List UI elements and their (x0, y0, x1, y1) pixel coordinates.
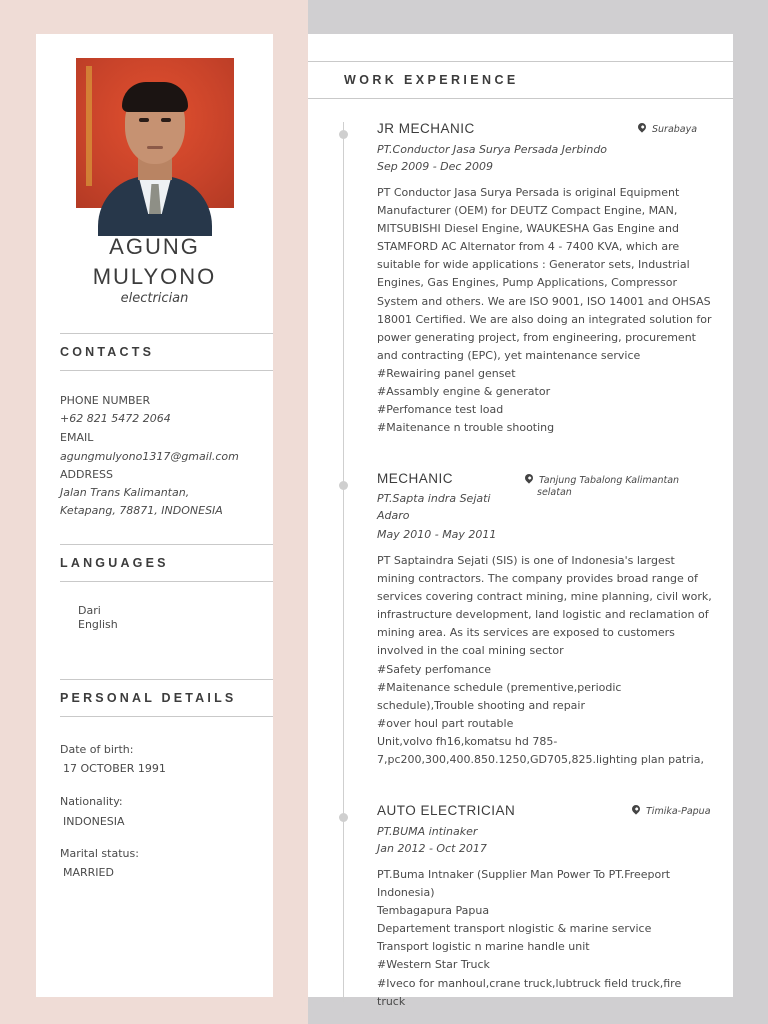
job-description-line: and contracting (EPC), yet maintenance service (377, 348, 641, 362)
job-description-line: #Assambly engine & generator (377, 385, 551, 399)
main-content (308, 34, 733, 1008)
job-location-text: Timika-Papua (646, 806, 711, 817)
job-description-line: 18001 Certified. We are also doing an integrated solution for (377, 312, 712, 326)
job-description-line: involved in the coal mining sector (377, 644, 564, 658)
location-pin-icon (523, 472, 534, 483)
languages-header (60, 544, 273, 582)
job-description-line: mining contractors. The company provides broad range of (377, 572, 698, 586)
job-description-line: #Perfomance test load (377, 403, 504, 417)
work-experience-heading: WORK EXPERIENCE (344, 73, 519, 87)
job-period: May 2010 - May 2011 (377, 528, 497, 541)
job-description-line: #Western Star Truck (377, 958, 490, 972)
job-description (377, 552, 712, 769)
job-description-line: #over houl part routable (377, 716, 514, 730)
job-description-line: #Iveco for manhoul,crane truck,lubtruck field truck,fire truck (377, 976, 682, 1008)
job-location-text: Tanjung Tabalong Kalimantan (539, 475, 680, 486)
job-company: PT.BUMA intinaker (377, 825, 478, 838)
timeline-dot (339, 813, 348, 822)
job-company: PT.Conductor Jasa Surya Persada Jerbindo (377, 143, 608, 156)
job-description (377, 866, 712, 1011)
job-location (525, 475, 679, 499)
job-title: AUTO ELECTRICIAN (377, 803, 516, 818)
job-description-line: PT Saptaindra Sejati (SIS) is one of Indonesia's largest (377, 554, 675, 567)
languages-heading: LANGUAGES (60, 556, 169, 570)
contacts-heading: CONTACTS (60, 345, 155, 359)
job-title: JR MECHANIC (377, 121, 475, 136)
location-pin-icon (630, 803, 641, 814)
email-value: agungmulyono1317@gmail.com (60, 450, 239, 463)
location-pin-icon (636, 121, 647, 132)
job-description-line: power generating project, from engineering, procurement (377, 330, 696, 344)
job-title: MECHANIC (377, 471, 454, 486)
dob-value: 17 OCTOBER 1991 (63, 762, 166, 775)
personal-details-header (60, 679, 273, 717)
nationality-value: INDONESIA (63, 815, 125, 828)
job-description-line: infrastructure development, land logistic and reclamation of (377, 608, 709, 622)
candidate-role: electrician (120, 291, 189, 306)
marital-value: MARRIED (63, 866, 114, 879)
contacts-header (60, 333, 273, 371)
personal-details-heading: PERSONAL DETAILS (60, 691, 237, 705)
job-location-text: selatan (537, 487, 572, 498)
sidebar (36, 34, 273, 997)
dob-label: Date of birth: (60, 743, 134, 756)
job-company (377, 490, 491, 524)
job-description-line: STAMFORD AC Alternator from 4 - 7400 KVA, which are (377, 240, 680, 254)
job-description-line: #Rewairing panel genset (377, 366, 516, 380)
language-item: English (78, 618, 118, 631)
last-name: MULYONO (92, 264, 217, 289)
job-period: Jan 2012 - Oct 2017 (377, 842, 487, 855)
job-description-line: System and others. We are ISO 9001, ISO 14001 and OHSAS (377, 294, 711, 308)
address-line2: Ketapang, 78871, INDONESIA (60, 504, 223, 517)
candidate-name (36, 232, 273, 292)
job-description (377, 184, 712, 437)
address-label: ADDRESS (60, 468, 114, 481)
job-location-text: Surabaya (652, 124, 698, 135)
job-company-line: PT.Sapta indra Sejati (377, 492, 491, 505)
work-experience-header (308, 61, 733, 99)
address-line1: Jalan Trans Kalimantan, (60, 486, 190, 499)
language-item: Dari (78, 604, 101, 617)
job-description-line: PT.Buma Intnaker (Supplier Man Power To PT.Freeport (377, 868, 671, 881)
job-description-line: MITSUBISHI Diesel Engine, WAUKESHA Gas Engine and (377, 222, 679, 236)
job-description-line: suitable for wide applications : Generator sets, Industrial (377, 258, 690, 272)
job-description-line: Unit,volvo fh16,komatsu hd 785- (377, 734, 558, 748)
job-description-line: Manufacturer (OEM) for DEUTZ Compact Engine, MAN, (377, 204, 678, 218)
job-description-line: 7,pc200,300,400.850.1250,GD705,825.lighting plan patria, (377, 753, 704, 767)
profile-photo (76, 58, 234, 208)
job-location (638, 124, 697, 136)
phone-value: +62 821 5472 2064 (60, 412, 171, 425)
job-description-line: Indonesia) (377, 886, 435, 900)
job-description-line: Departement transport nlogistic & marine service (377, 922, 652, 936)
job-period: Sep 2009 - Dec 2009 (377, 160, 493, 173)
job-location (632, 806, 711, 818)
job-description-line: #Maitenance n trouble shooting (377, 421, 555, 435)
job-description-line: #Safety perfomance (377, 662, 492, 676)
nationality-label: Nationality: (60, 795, 123, 808)
job-description-line: mining area. As its services are exposed to customers (377, 626, 675, 640)
job-company-line: Adaro (377, 509, 410, 522)
job-description-line: Engines, Gas Engines, Pump Applications, Compressor (377, 276, 678, 290)
timeline-dot (339, 130, 348, 139)
first-name: AGUNG (109, 234, 200, 259)
email-label: EMAIL (60, 431, 94, 444)
job-description-line: PT Conductor Jasa Surya Persada is original Equipment (377, 186, 680, 199)
job-description-line: services covering contract mining, mine planning, civil work, (377, 590, 712, 604)
phone-label: PHONE NUMBER (60, 394, 151, 407)
job-description-line: Transport logistic n marine handle unit (377, 940, 590, 954)
job-description-line: #Maitenance schedule (prementive,periodic (377, 680, 622, 694)
marital-label: Marital status: (60, 847, 139, 860)
timeline-line (343, 122, 344, 1002)
job-description-line: schedule),Trouble shooting and repair (377, 698, 585, 712)
timeline-dot (339, 481, 348, 490)
job-description-line: Tembagapura Papua (377, 904, 490, 918)
